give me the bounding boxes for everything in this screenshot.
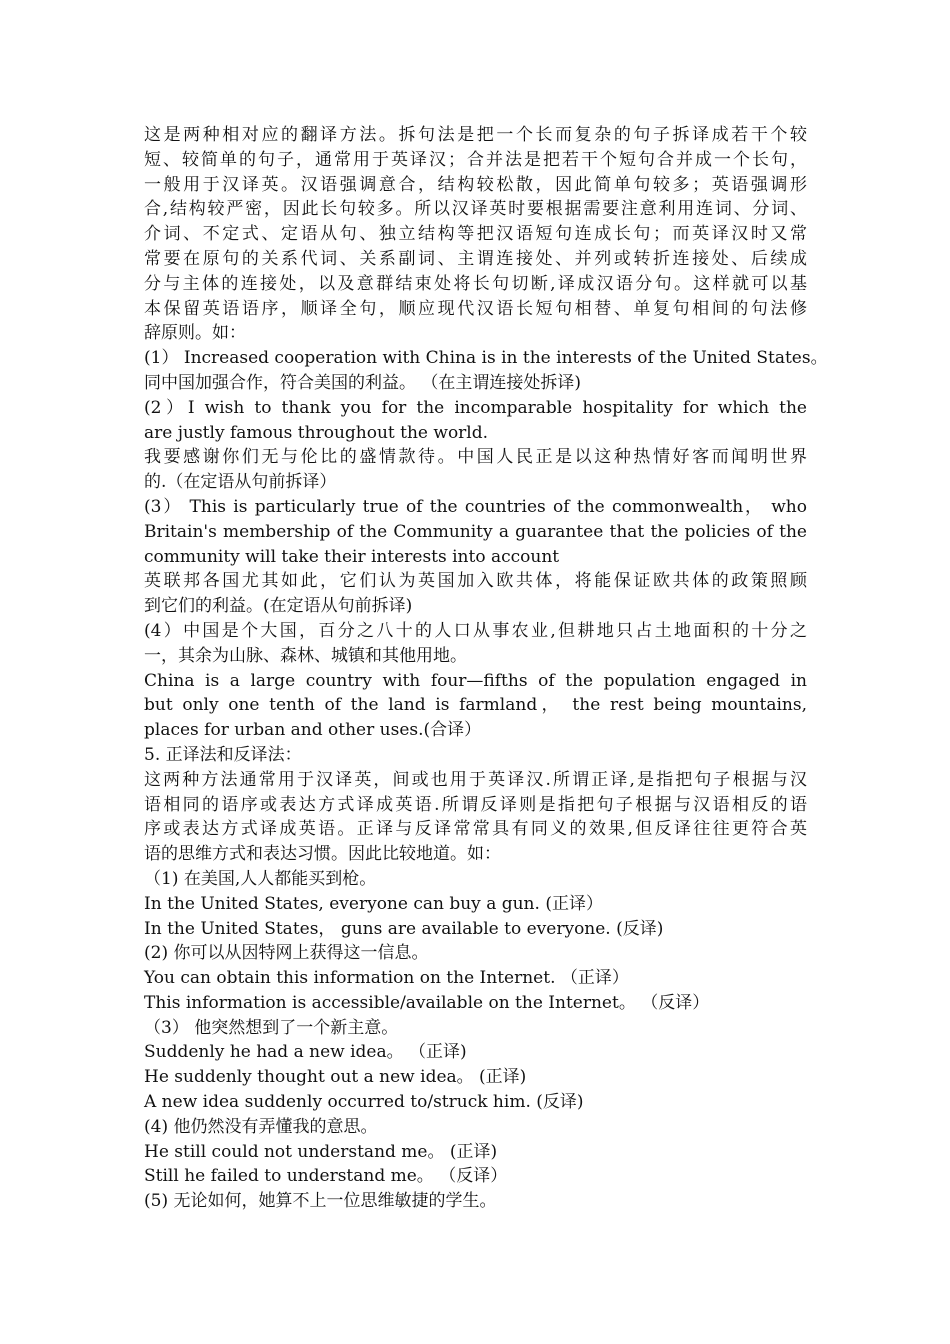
text-line: This information is accessible/available on the Internet。 （反译） [144,992,710,1013]
text-line: (5) 无论如何，她算不上一位思维敏捷的学生。 [144,1191,497,1212]
text-line: 到它们的利益。(在定语从句前拆译) [144,596,413,617]
text-line: community will take their interests into account [144,546,560,567]
text-line: 语相同的语序或表达方式译成英语.所谓反译则是指把句子根据与汉语相反的语 [144,794,807,815]
text-line: 介词、不定式、定语从句、独立结构等把汉语短句连成长句；而英译汉时又常 [144,224,807,245]
text-line: (2）I wish to thank you for the incomparable hospitality for which the [144,397,807,418]
text-line: China is a large country with four—fifths of the population engaged in [144,670,807,691]
text-line: You can obtain this information on the Internet. （正译） [144,968,629,989]
text-line: He still could not understand me。 (正译) [144,1141,498,1162]
text-line: (4) 他仍然没有弄懂我的意思。 [144,1116,378,1137]
text-line: (3） This is particularly true of the countries of the commonwealth， who [144,496,807,517]
text-line: 这两种方法通常用于汉译英，间或也用于英译汉.所谓正译,是指把句子根据与汉 [144,769,807,790]
text-line: Still he failed to understand me。 （反译） [144,1166,508,1187]
text-line: (4）中国是个大国，百分之八十的人口从事农业,但耕地只占土地面积的十分之 [144,620,807,641]
text-line: Suddenly he had a new idea。 （正译) [144,1042,467,1063]
text-line: places for urban and other uses.(合译） [144,720,482,741]
text-line: (1） Increased cooperation with China is in the interests of the United States。 [144,348,828,369]
text-line: In the United States， guns are available to everyone. (反译) [144,918,664,939]
text-line: In the United States, everyone can buy a gun. (正译） [144,893,603,914]
text-line: He suddenly thought out a new idea。 (正译) [144,1067,527,1088]
text-line: 本保留英语语序，顺译全句，顺应现代汉语长短句相替、单复句相间的句法修 [144,298,807,319]
document-page [144,123,828,1214]
text-line: 短、较简单的句子，通常用于英译汉；合并法是把若干个短句合并成一个长句， [144,149,807,170]
text-line: 分与主体的连接处，以及意群结束处将长句切断,译成汉语分句。这样就可以基 [144,273,807,294]
text-line: 一般用于汉译英。汉语强调意合，结构较松散，因此简单句较多；英语强调形 [144,174,807,195]
text-line: 这是两种相对应的翻译方法。拆句法是把一个长而复杂的句子拆译成若干个较 [144,125,807,145]
text-line: 序或表达方式译成英语。正译与反译常常具有同义的效果,但反译往往更符合英 [144,819,807,840]
text-line: 5. 正译法和反译法： [144,744,302,765]
text-line: 一，其余为山脉、森林、城镇和其他用地。 [144,645,467,666]
text-line: 同中国加强合作，符合美国的利益。 （在主谓连接处拆译) [144,372,582,393]
text-line: 辞原则。如： [144,323,246,344]
text-line: but only one tenth of the land is farmland， the rest being mountains, [144,695,807,716]
text-line: 合,结构较严密，因此长句较多。所以汉译英时要根据需要注意利用连词、分词、 [144,199,807,220]
text-line: 常要在原句的关系代词、关系副词、主谓连接处、并列或转折连接处、后续成 [144,248,807,269]
text-line: Britain's membership of the Community a guarantee that the policies of the [144,521,807,542]
text-line: 英联邦各国尤其如此，它们认为英国加入欧共体，将能保证欧共体的政策照顾 [144,571,807,592]
text-line: (2) 你可以从因特网上获得这一信息。 [144,943,429,964]
text-line: A new idea suddenly occurred to/struck him. (反译) [144,1092,584,1113]
text-line: 的.（在定语从句前拆译） [144,472,337,493]
text-line: 语的思维方式和表达习惯。因此比较地道。如： [144,844,501,865]
text-line: 我要感谢你们无与伦比的盛情款待。中国人民正是以这种热情好客而闻明世界 [144,447,807,468]
text-line: （3） 他突然想到了一个新主意。 [144,1017,399,1038]
text-line: are justly famous throughout the world. [144,422,489,443]
text-line: （1) 在美国,人人都能买到枪。 [144,868,377,889]
